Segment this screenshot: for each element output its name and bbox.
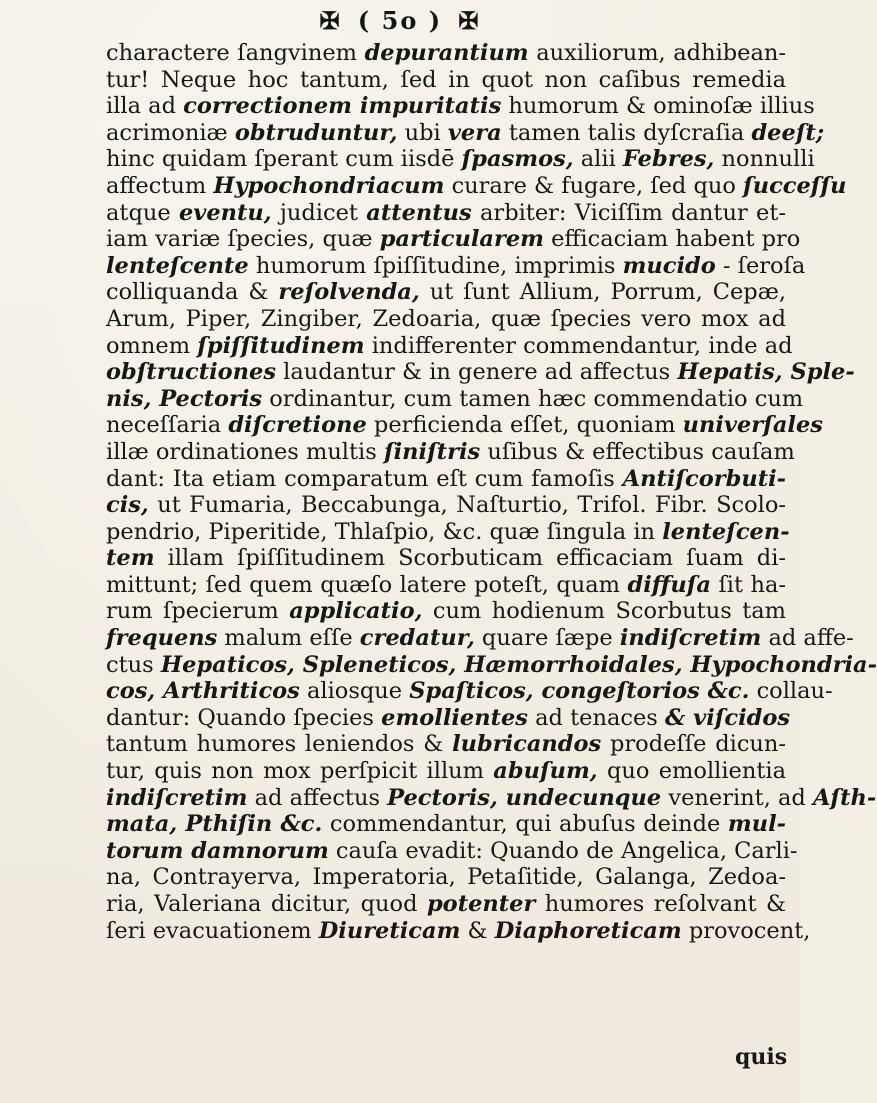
text-run: aliosque [299,678,410,705]
italic-term: indiſcretim [619,625,762,652]
text-line [106,651,877,679]
text-line [106,200,786,227]
text-run: acrimoniæ [106,119,235,146]
text-line [106,226,801,253]
italic-term: Hepatis, Sple- [677,359,855,386]
italic-term: reſolvenda, [278,279,420,306]
text-run: Arum, Piper, Zingiber, Zedoaria, quæ ſpecies vero mox ad [106,305,786,332]
text-run: - ſeroſa [715,252,806,279]
text-line [106,572,786,599]
text-line [106,172,847,200]
text-line [106,119,825,147]
italic-term: Hypochondriacum [213,172,445,199]
text-line [106,466,786,493]
text-run: perficienda eſſet, quoniam [366,412,683,439]
italic-term: Diaphoreticam [494,917,682,944]
text-line [106,811,786,838]
italic-term: depurantium [364,40,529,66]
italic-term: Diureticam [318,917,461,944]
text-run: ria, Valeriana dicitur, quod [106,891,427,917]
italic-term: Pectoris, undecunque [387,784,662,811]
text-line [106,492,786,519]
italic-term: attentus [366,199,472,226]
text-run: hinc quidam ſperant cum iisdē [106,146,462,173]
catchword: quis [735,1044,788,1070]
italic-term: & viſcidos [664,704,791,731]
text-run: prodeſſe dicun- [601,731,786,758]
text-line [106,93,815,120]
text-line [106,252,806,280]
text-run: alii [573,146,623,173]
text-run: efficaciam habent pro [543,226,801,253]
text-run: ut ſunt Allium, Porrum, Cepæ, [419,279,786,306]
italic-term: lenteſcente [106,252,249,279]
italic-term: cos, Arthriticos [106,678,300,705]
italic-term: mucido [622,252,716,279]
italic-term: ſiniſtris [383,438,481,465]
text-run: ſeri evacuationem [106,917,319,944]
text-run: judicet [271,199,367,226]
text-run: ordinantur, cum tamen hæc commendatio cum [262,385,804,412]
italic-term: Spaſticos, congeſtorios &c. [409,678,750,705]
text-line [106,625,854,652]
italic-term: Febres, [622,146,715,173]
italic-term: obſtructiones [106,359,277,386]
page-number: ( 5o ) [357,6,443,35]
text-line [106,67,786,94]
text-run: omnem [106,332,198,359]
text-run: ctus [106,651,161,678]
text-line [106,518,790,546]
text-run: illa ad [106,93,184,120]
italic-term: eventu, [178,199,272,226]
italic-term: ſucceſſu [743,172,847,199]
text-run: rum ſpecierum [106,598,290,625]
text-run: cauſa evadit: Quando de Angelica, Carli- [328,837,798,864]
text-run: indifferenter commendantur, inde ad [364,332,793,359]
text-run: uſibus & effectibus cauſam [480,438,795,465]
text-line [106,731,786,758]
text-run: colliquanda & [106,279,279,306]
text-line [106,784,877,812]
italic-term: credatur, [359,625,475,652]
text-run: dantur: Quando ſpecies [106,704,382,731]
text-line [106,279,786,306]
text-line [106,385,804,413]
italic-term: vera [447,119,502,146]
italic-term: correctionem impuritatis [183,93,502,120]
text-run: humorum ſpiſſitudine, imprimis [248,252,623,279]
italic-term: ſpiſſitudinem [197,332,365,359]
text-run: pendrio, Piperitide, Thlaſpio, &c. quæ ſingula in [106,518,663,545]
text-run: ubi [397,119,448,146]
text-line [106,332,793,360]
italic-term: lubricandos [452,731,602,758]
text-run: neceſſaria [106,412,229,439]
text-run: charactere ſangvinem [106,40,365,66]
text-run: atque [106,199,179,226]
text-run: ut Fumaria, Beccabunga, Naſturtio, Trifol. Fibr. Scolo- [148,492,786,519]
text-line [106,891,786,918]
text-run: collau- [749,678,833,705]
italic-term: emollientes [381,704,528,731]
italic-term: ſpasmos, [461,146,574,173]
page-header [0,6,800,35]
text-run: humorum & ominoſæ illius [501,93,815,120]
italic-term: applicatio, [289,598,423,625]
italic-term: Antiſcorbuti- [622,465,786,492]
text-run: ad affectus [247,784,388,811]
italic-term: tem [106,545,155,572]
text-line [106,864,786,891]
italic-term: deeſt; [751,119,825,146]
text-run: commendantur, qui abuſus deinde [322,811,728,838]
italic-term: abuſum, [493,758,598,785]
text-run: ſit ha- [710,571,786,598]
italic-term: Aſth- [812,784,877,811]
text-run: illæ ordinationes multis [106,438,384,465]
text-run: malum eſſe [217,625,360,652]
text-run: tur! Neque hoc tantum, ſed in quot non caſibus remedia [106,66,786,93]
text-line [106,438,795,466]
italic-term: frequens [106,625,218,652]
ornament-left-icon: ✠ [319,6,342,35]
italic-term: diffuſa [627,571,711,598]
italic-term: potenter [426,891,536,917]
text-line [106,40,786,67]
text-run: affectum [106,172,214,199]
text-run: tamen talis dyſcraſia [501,119,752,146]
text-run: curare & fugare, ſed quo [444,172,744,199]
italic-term: nis, Pectoris [106,385,263,412]
text-run: quo emollientia [597,758,786,785]
text-line [106,837,798,865]
text-run: laudantur & in genere ad affectus [276,359,678,386]
text-run: venerint, ad [661,784,813,811]
text-line [106,412,823,439]
text-run: na, Contrayerva, Imperatoria, Petaſitide, Galanga, Zedoa- [106,864,786,891]
text-line [106,598,786,625]
text-run: iam variæ ſpecies, quæ [106,226,380,253]
text-line [106,359,855,386]
ornament-right-icon: ✠ [458,6,481,35]
text-line [106,758,786,785]
text-line [106,704,791,732]
text-line [106,678,833,705]
body-text [106,40,877,944]
text-run: nonnulli [714,146,815,173]
text-run: ad affe- [761,625,854,652]
italic-term: diſcretione [228,412,367,439]
text-run: illam ſpiſſitudinem Scorbuticam efficaciam ſuam di- [154,545,786,572]
text-run: & [460,917,495,944]
italic-term: lenteſcen- [662,518,790,545]
italic-term: univerſales [682,412,823,439]
italic-term: torum damnorum [106,837,329,864]
text-run: auxiliorum, adhibean- [528,40,786,66]
italic-term: cis, [106,492,149,519]
italic-term: obtruduntur, [234,119,398,146]
text-run: tantum humores leniendos & [106,731,453,758]
italic-term: Hepaticos, Spleneticos, Hæmorrhoidales, Hypochondria- [160,651,877,678]
text-line [106,917,811,945]
text-run: cum hodienum Scorbutus tam [422,598,786,625]
text-run: provocent, [681,917,811,944]
text-run: ad tenaces [527,704,665,731]
italic-term: particularem [379,226,544,253]
italic-term: indiſcretim [106,784,248,811]
text-run: humores reſolvant & [535,891,787,917]
text-run: arbiter: Viciſſim dantur et- [471,199,786,226]
text-line [106,545,786,572]
italic-term: mata, Pthiſin &c. [106,811,323,838]
text-line [106,146,815,173]
text-run: quare ſæpe [474,625,620,652]
text-line [106,306,786,333]
italic-term: mul- [727,811,786,838]
text-run: mittunt; ſed quem quæſo latere poteſt, quam [106,571,628,598]
text-run: dant: Ita etiam comparatum eſt cum famoſis [106,465,623,492]
text-run: tur, quis non mox perſpicit illum [106,758,494,785]
